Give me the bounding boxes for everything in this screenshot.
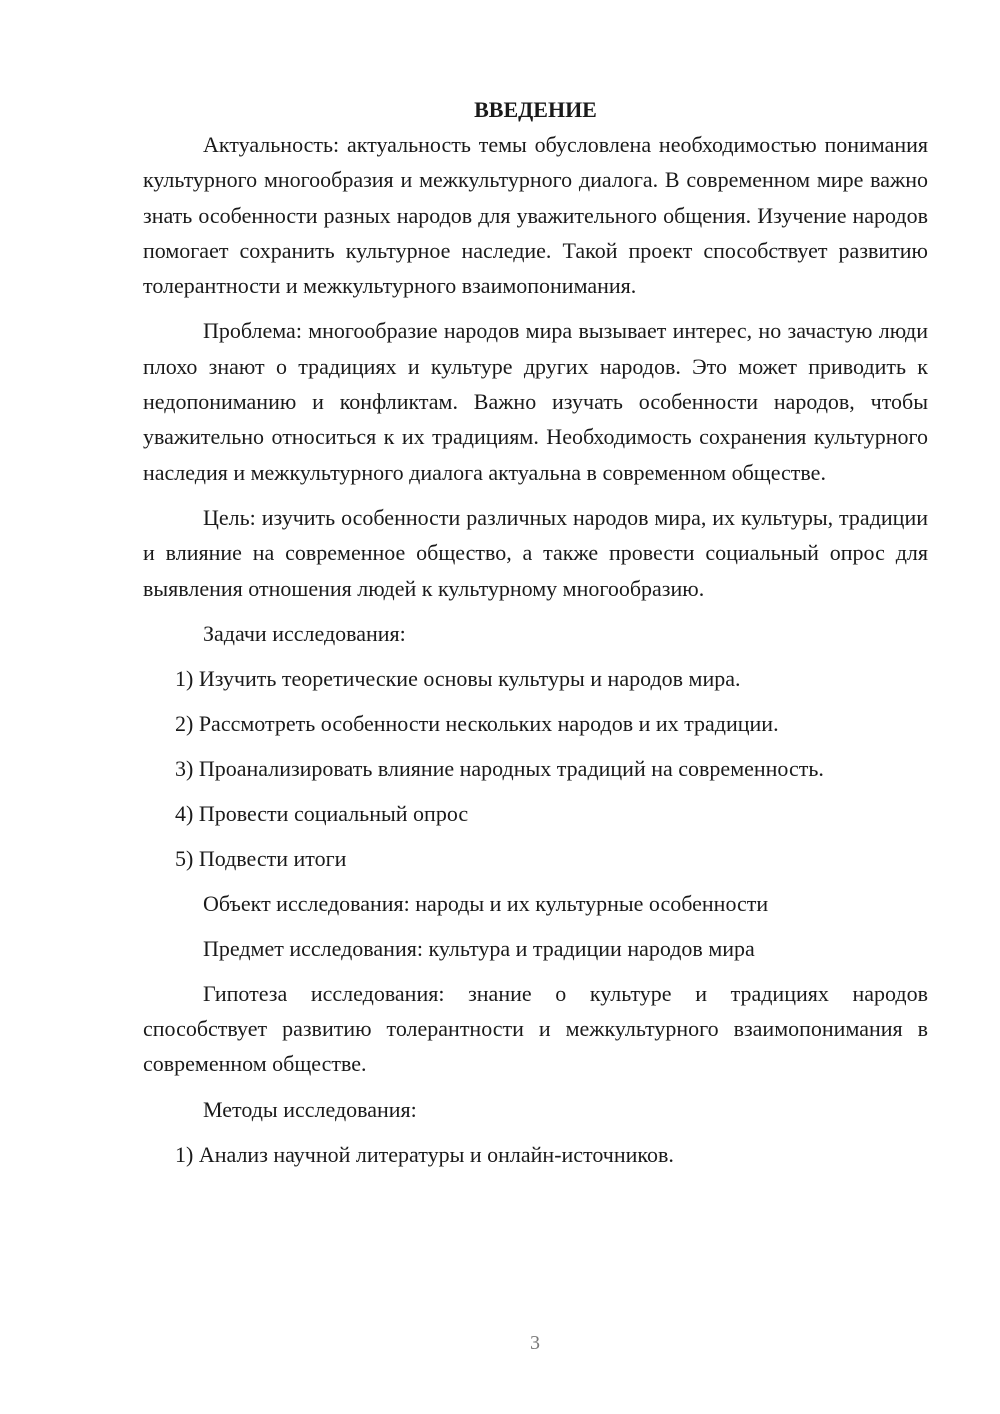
hypothesis-paragraph: Гипотеза исследования: знание о культуре и традициях народов способствует развитию толерантности и межкультурного взаимопонимания в современном обществе. xyxy=(143,980,928,1077)
document-page xyxy=(143,92,928,1182)
task-item-4: 4) Провести социальный опрос xyxy=(175,800,469,826)
goal-paragraph: Цель: изучить особенности различных народов мира, их культуры, традиции и влияние на современное общество, а также провести социальный опрос для выявления отношения людей к культурному многообразию. xyxy=(143,504,928,601)
research-object: Объект исследования: народы и их культурные особенности xyxy=(203,890,769,916)
section-title: ВВЕДЕНИЕ xyxy=(474,97,597,122)
research-subject: Предмет исследования: культура и традиции народов мира xyxy=(203,935,755,961)
relevance-paragraph: Актуальность: актуальность темы обусловлена необходимостью понимания культурного многообразия и межкультурного диалога. В современном мире важно знать особенности разных народов для уважительного общения. Изучение народов помогает сохранить культурное наследие. Такой проект способствует развитию толерантности и межкультурного взаимопонимания. xyxy=(143,132,928,299)
task-item-5: 5) Подвести итоги xyxy=(175,845,347,871)
page-number: 3 xyxy=(530,1332,540,1354)
methods-heading: Методы исследования: xyxy=(203,1096,417,1122)
method-item-1: 1) Анализ научной литературы и онлайн-источников. xyxy=(175,1141,674,1167)
task-item-1: 1) Изучить теоретические основы культуры и народов мира. xyxy=(175,665,741,691)
tasks-heading: Задачи исследования: xyxy=(203,620,406,646)
problem-paragraph: Проблема: многообразие народов мира вызывает интерес, но зачастую люди плохо знают о традициях и культуре других народов. Это может приводить к недопониманию и конфликтам. Важно изучать особенности народов, чтобы уважительно относиться к их традициям. Необходимость сохранения культурного наследия и межкультурного диалога актуальна в современном обществе. xyxy=(143,318,928,485)
task-item-3: 3) Проанализировать влияние народных традиций на современность. xyxy=(175,755,824,781)
task-item-2: 2) Рассмотреть особенности нескольких народов и их традиции. xyxy=(175,710,779,736)
